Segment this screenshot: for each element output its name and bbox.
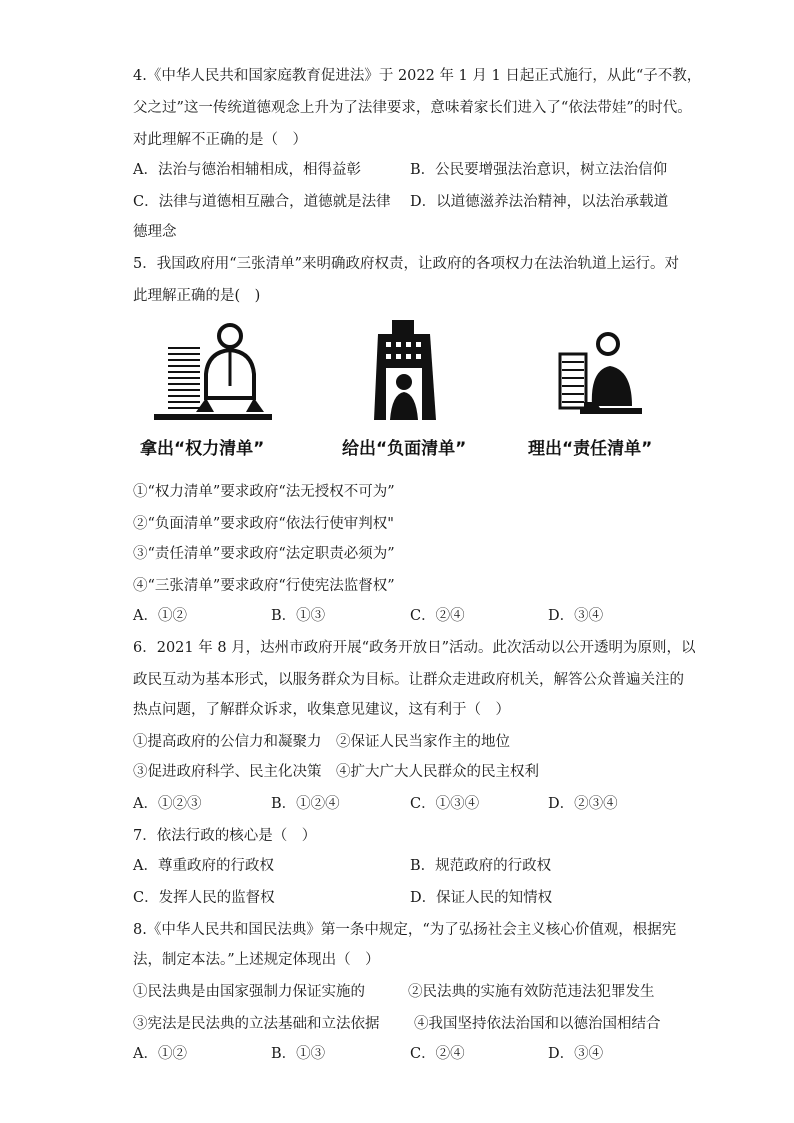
q5-option-c: C．②④	[410, 608, 465, 624]
q7-option-d: D．保证人民的知情权	[410, 890, 553, 906]
three-lists-illustration	[140, 316, 680, 426]
q7-stem: 7．依法行政的核心是（ ）	[133, 828, 317, 844]
responsibility-list-caption: 理出“责任清单”	[528, 439, 653, 459]
q5-option-a: A．①②	[133, 608, 187, 624]
q8-item-2: ②民法典的实施有效防范违法犯罪发生	[408, 984, 655, 1000]
q6-stem-line-2: 政民互动为基本形式，以服务群众为目标。让群众走进政府机关，解答公众普遍关注的	[133, 672, 684, 688]
q5-option-b: B．①③	[271, 608, 326, 624]
q4-option-d: D．以道德滋养法治精神，以法治承载道	[410, 194, 669, 210]
q8-item-4: ④我国坚持依法治国和以德治国相结合	[414, 1016, 661, 1032]
q6-option-b: B．①②④	[271, 796, 340, 812]
q4-stem-line-1: 4.《中华人民共和国家庭教育促进法》于 2022 年 1 月 1 日起正式施行，从此“子不教，	[133, 68, 702, 84]
q8-item-1: ①民法典是由国家强制力保证实施的	[133, 984, 365, 1000]
q8-option-c: C．②④	[410, 1046, 465, 1062]
q4-stem-line-3: 对此理解不正确的是（ ）	[133, 132, 307, 148]
q6-items-1-2: ①提高政府的公信力和凝聚力 ②保证人民当家作主的地位	[133, 734, 510, 750]
q4-stem-line-2: 父之过”这一传统道德观念上升为了法律要求，意味着家长们进入了“依法带娃”的时代。	[133, 100, 692, 116]
q7-option-c: C．发挥人民的监督权	[133, 890, 275, 906]
q5-stem-line-2: 此理解正确的是( )	[133, 288, 261, 304]
q4-option-a: A．法治与德治相辅相成，相得益彰	[133, 162, 361, 178]
negative-list-caption: 给出“负面清单”	[342, 439, 467, 459]
q4-option-b: B．公民要增强法治意识，树立法治信仰	[410, 162, 668, 178]
power-list-drawing	[154, 325, 272, 420]
q5-item-2: ②“负面清单”要求政府“依法行使审判权"	[133, 516, 394, 532]
q6-option-c: C．①③④	[410, 796, 480, 812]
q6-stem-line-3: 热点问题，了解群众诉求，收集意见建议，这有利于（ ）	[133, 702, 510, 718]
q8-stem-line-1: 8.《中华人民共和国民法典》第一条中规定，“为了弘扬社会主义核心价值观，根据宪	[133, 922, 677, 938]
q7-option-b: B．规范政府的行政权	[410, 858, 552, 874]
q6-option-d: D．②③④	[548, 796, 618, 812]
q7-option-a: A．尊重政府的行政权	[133, 858, 274, 874]
q8-option-d: D．③④	[548, 1046, 604, 1062]
q8-option-a: A．①②	[133, 1046, 187, 1062]
q8-option-b: B．①③	[271, 1046, 326, 1062]
responsibility-list-drawing	[560, 334, 642, 414]
q4-option-d-cont: 德理念	[133, 224, 177, 240]
negative-list-drawing	[374, 320, 436, 420]
q5-item-4: ④“三张清单”要求政府“行使宪法监督权”	[133, 578, 395, 594]
q5-item-1: ①“权力清单”要求政府“法无授权不可为”	[133, 484, 395, 500]
q5-option-d: D．③④	[548, 608, 604, 624]
q6-stem-line-1: 6．2021 年 8 月，达州市政府开展“政务开放日”活动。此次活动以公开透明为原则，以	[133, 640, 696, 656]
q4-option-c: C．法律与道德相互融合，道德就是法律	[133, 194, 391, 210]
q6-items-3-4: ③促进政府科学、民主化决策 ④扩大广大人民群众的民主权利	[133, 764, 539, 780]
q8-item-3: ③宪法是民法典的立法基础和立法依据	[133, 1016, 380, 1032]
three-lists-figure	[140, 316, 680, 466]
q8-stem-line-2: 法，制定本法。”上述规定体现出（ ）	[133, 952, 380, 968]
q5-stem-line-1: 5．我国政府用“三张清单”来明确政府权责，让政府的各项权力在法治轨道上运行。对	[133, 256, 680, 272]
q6-option-a: A．①②③	[133, 796, 202, 812]
q5-item-3: ③“责任清单”要求政府“法定职责必须为”	[133, 546, 395, 562]
power-list-caption: 拿出“权力清单”	[140, 439, 265, 459]
